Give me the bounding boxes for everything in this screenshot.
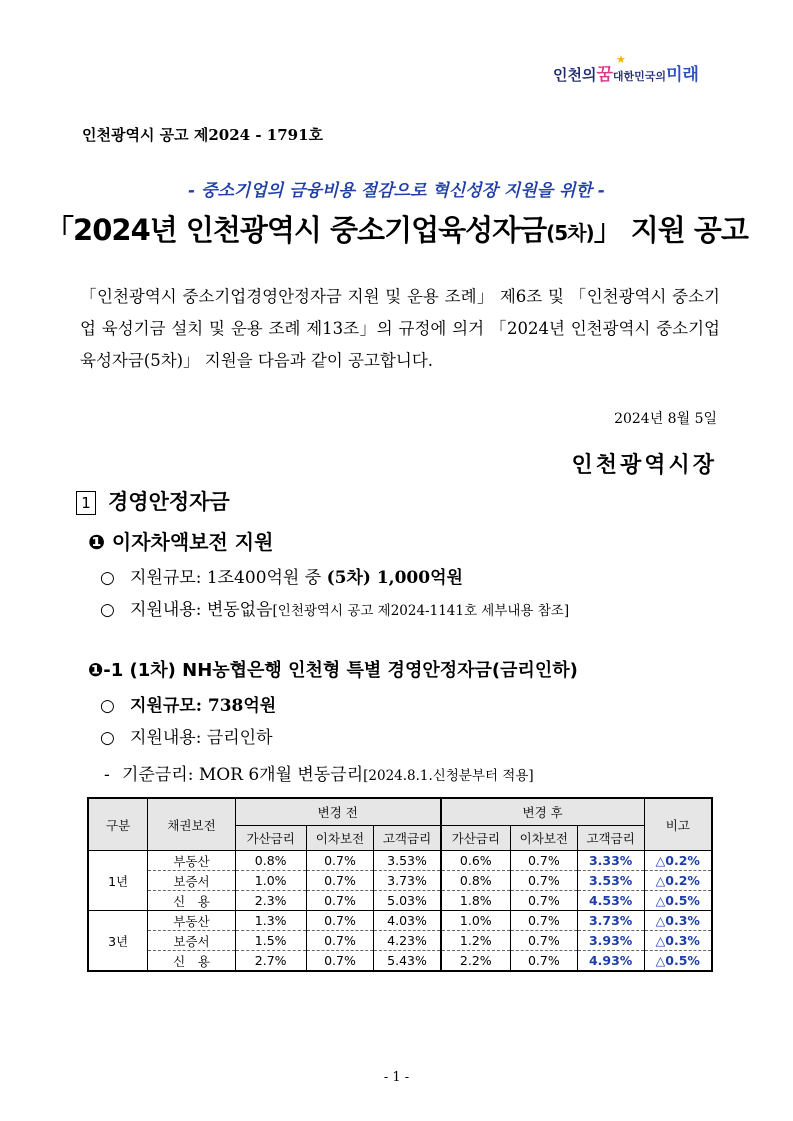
cell-collateral: 신 용 xyxy=(148,951,236,972)
title-main: 「2024년 인천광역시 중소기업육성자금 xyxy=(45,213,547,247)
section-heading xyxy=(76,486,230,516)
header-sub: 가산금리 xyxy=(235,826,306,851)
cell: 0.7% xyxy=(510,871,577,891)
table-row xyxy=(88,951,712,972)
cell: 0.7% xyxy=(306,851,374,871)
cell: 1.0% xyxy=(235,871,306,891)
cell-remark: △0.2% xyxy=(644,871,712,891)
logo-part3: 대한민국의 xyxy=(612,70,667,83)
subsection-1-title: 이자차액보전 지원 xyxy=(111,530,274,554)
header-before: 변경 전 xyxy=(235,798,440,826)
table-row xyxy=(88,871,712,891)
cell: 5.03% xyxy=(374,891,441,911)
subsection-1-1-heading: ❶-1 (1차) NH농협은행 인천형 특별 경영안정자금(금리인하) xyxy=(88,660,578,681)
header-sub: 고객금리 xyxy=(374,826,441,851)
cell: 5.43% xyxy=(374,951,441,972)
cell-highlight: 4.93% xyxy=(577,951,644,972)
cell: 0.7% xyxy=(306,951,374,972)
cell: 3.73% xyxy=(374,871,441,891)
cell-collateral: 보증서 xyxy=(148,871,236,891)
table-row xyxy=(88,851,712,871)
item-bold-value: (5차) 1,000억원 xyxy=(326,568,463,588)
cell: 1.0% xyxy=(441,911,511,931)
item-label: 기준금리: MOR 6개월 변동금리 xyxy=(122,765,364,785)
cell: 1.3% xyxy=(235,911,306,931)
cell: 0.7% xyxy=(510,911,577,931)
item-label: 지원내용: 금리인하 xyxy=(130,728,273,748)
notice-subtitle: - 중소기업의 금융비용 절감으로 혁신성장 지원을 위한 - xyxy=(188,181,605,201)
cell: 1.8% xyxy=(441,891,511,911)
circle-bullet-icon: ○ xyxy=(100,696,115,716)
notice-title xyxy=(0,208,793,249)
cell-remark: △0.3% xyxy=(644,931,712,951)
item-label: 지원규모: 738억원 xyxy=(130,696,277,716)
notice-number: 인천광역시 공고 제2024 - 1791호 xyxy=(82,126,324,144)
cell: 0.7% xyxy=(306,911,374,931)
cell-highlight: 4.53% xyxy=(577,891,644,911)
cell-highlight: 3.73% xyxy=(577,911,644,931)
cell: 4.23% xyxy=(374,931,441,951)
cell: 0.8% xyxy=(235,851,306,871)
section-title: 경영안정자금 xyxy=(108,490,230,514)
circle-bullet-icon: ○ xyxy=(100,728,115,748)
group-label: 1년 xyxy=(88,851,148,911)
body-text: 「인천광역시 중소기업경영안정자금 지원 및 운용 조례」 제6조 및 「인천광역시 중소기업 육성기금 설치 및 운용 조례 제13조」의 규정에 의거 「2024년 인천광역시 중소기업육성자금(5차)」 지원을 다음과 같이 공고합니다. xyxy=(80,287,720,370)
cell: 4.03% xyxy=(374,911,441,931)
cell: 0.6% xyxy=(441,851,511,871)
group-label: 3년 xyxy=(88,911,148,972)
cell: 0.7% xyxy=(306,871,374,891)
page-number: - 1 - xyxy=(383,1070,410,1085)
item-support-content-2 xyxy=(100,723,273,748)
table-row xyxy=(88,891,712,911)
table-row xyxy=(88,911,712,931)
title-end: 」 지원 공고 xyxy=(593,213,748,247)
cell: 1.5% xyxy=(235,931,306,951)
header-sub: 이차보전 xyxy=(510,826,577,851)
subsection-1-heading xyxy=(88,526,273,555)
cell-highlight: 3.33% xyxy=(577,851,644,871)
cell: 0.7% xyxy=(306,891,374,911)
cell-highlight: 3.53% xyxy=(577,871,644,891)
cell: 0.7% xyxy=(510,951,577,972)
star-icon: ★ xyxy=(616,53,626,66)
dash-bullet: - xyxy=(104,765,110,785)
section-number-box: 1 xyxy=(76,491,96,515)
cell: 3.53% xyxy=(374,851,441,871)
header-sub: 이차보전 xyxy=(306,826,374,851)
item-support-scale-2 xyxy=(100,691,276,716)
item-label: 지원규모: 1조400억원 중 xyxy=(130,568,327,588)
item-support-content xyxy=(100,595,569,620)
header-sub: 가산금리 xyxy=(441,826,511,851)
cell-collateral: 보증서 xyxy=(148,931,236,951)
cell-remark: △0.5% xyxy=(644,951,712,972)
cell: 0.7% xyxy=(510,931,577,951)
cell-collateral: 부동산 xyxy=(148,851,236,871)
circle-bullet-icon: ○ xyxy=(100,568,115,588)
item-support-scale xyxy=(100,563,463,588)
interest-rate-table xyxy=(87,797,713,972)
item-note: [2024.8.1.신청분부터 적용] xyxy=(363,768,534,784)
item-note: [인천광역시 공고 제2024-1141호 세부내용 참조] xyxy=(272,603,570,619)
cell: 0.8% xyxy=(441,871,511,891)
header-collateral: 채권보전 xyxy=(148,798,236,851)
cell: 0.7% xyxy=(510,891,577,911)
title-small: (5차) xyxy=(546,221,594,245)
notice-date: 2024년 8월 5일 xyxy=(614,411,717,427)
circle-bullet-icon: ○ xyxy=(100,600,115,620)
cell: 0.7% xyxy=(306,931,374,951)
cell: 2.2% xyxy=(441,951,511,972)
cell-remark: △0.3% xyxy=(644,911,712,931)
cell-collateral: 신 용 xyxy=(148,891,236,911)
cell: 1.2% xyxy=(441,931,511,951)
city-logo xyxy=(553,53,699,85)
cell: 0.7% xyxy=(510,851,577,871)
cell-remark: △0.2% xyxy=(644,851,712,871)
cell: 2.7% xyxy=(235,951,306,972)
cell: 2.3% xyxy=(235,891,306,911)
logo-part4: 미래 xyxy=(666,65,699,85)
header-remark: 비고 xyxy=(644,798,712,851)
item-label: 지원내용: 변동없음 xyxy=(130,600,273,620)
cell-highlight: 3.93% xyxy=(577,931,644,951)
item-base-rate xyxy=(104,760,534,785)
logo-part2: 꿈 xyxy=(596,65,613,85)
cell-collateral: 부동산 xyxy=(148,911,236,931)
logo-part1: 인천의 xyxy=(553,66,597,84)
numbered-bullet-icon: ❶ xyxy=(88,530,105,554)
table-row xyxy=(88,931,712,951)
header-type: 구분 xyxy=(88,798,148,851)
cell-remark: △0.5% xyxy=(644,891,712,911)
header-sub: 고객금리 xyxy=(577,826,644,851)
header-after: 변경 후 xyxy=(441,798,644,826)
signer: 인천광역시장 xyxy=(571,453,717,478)
